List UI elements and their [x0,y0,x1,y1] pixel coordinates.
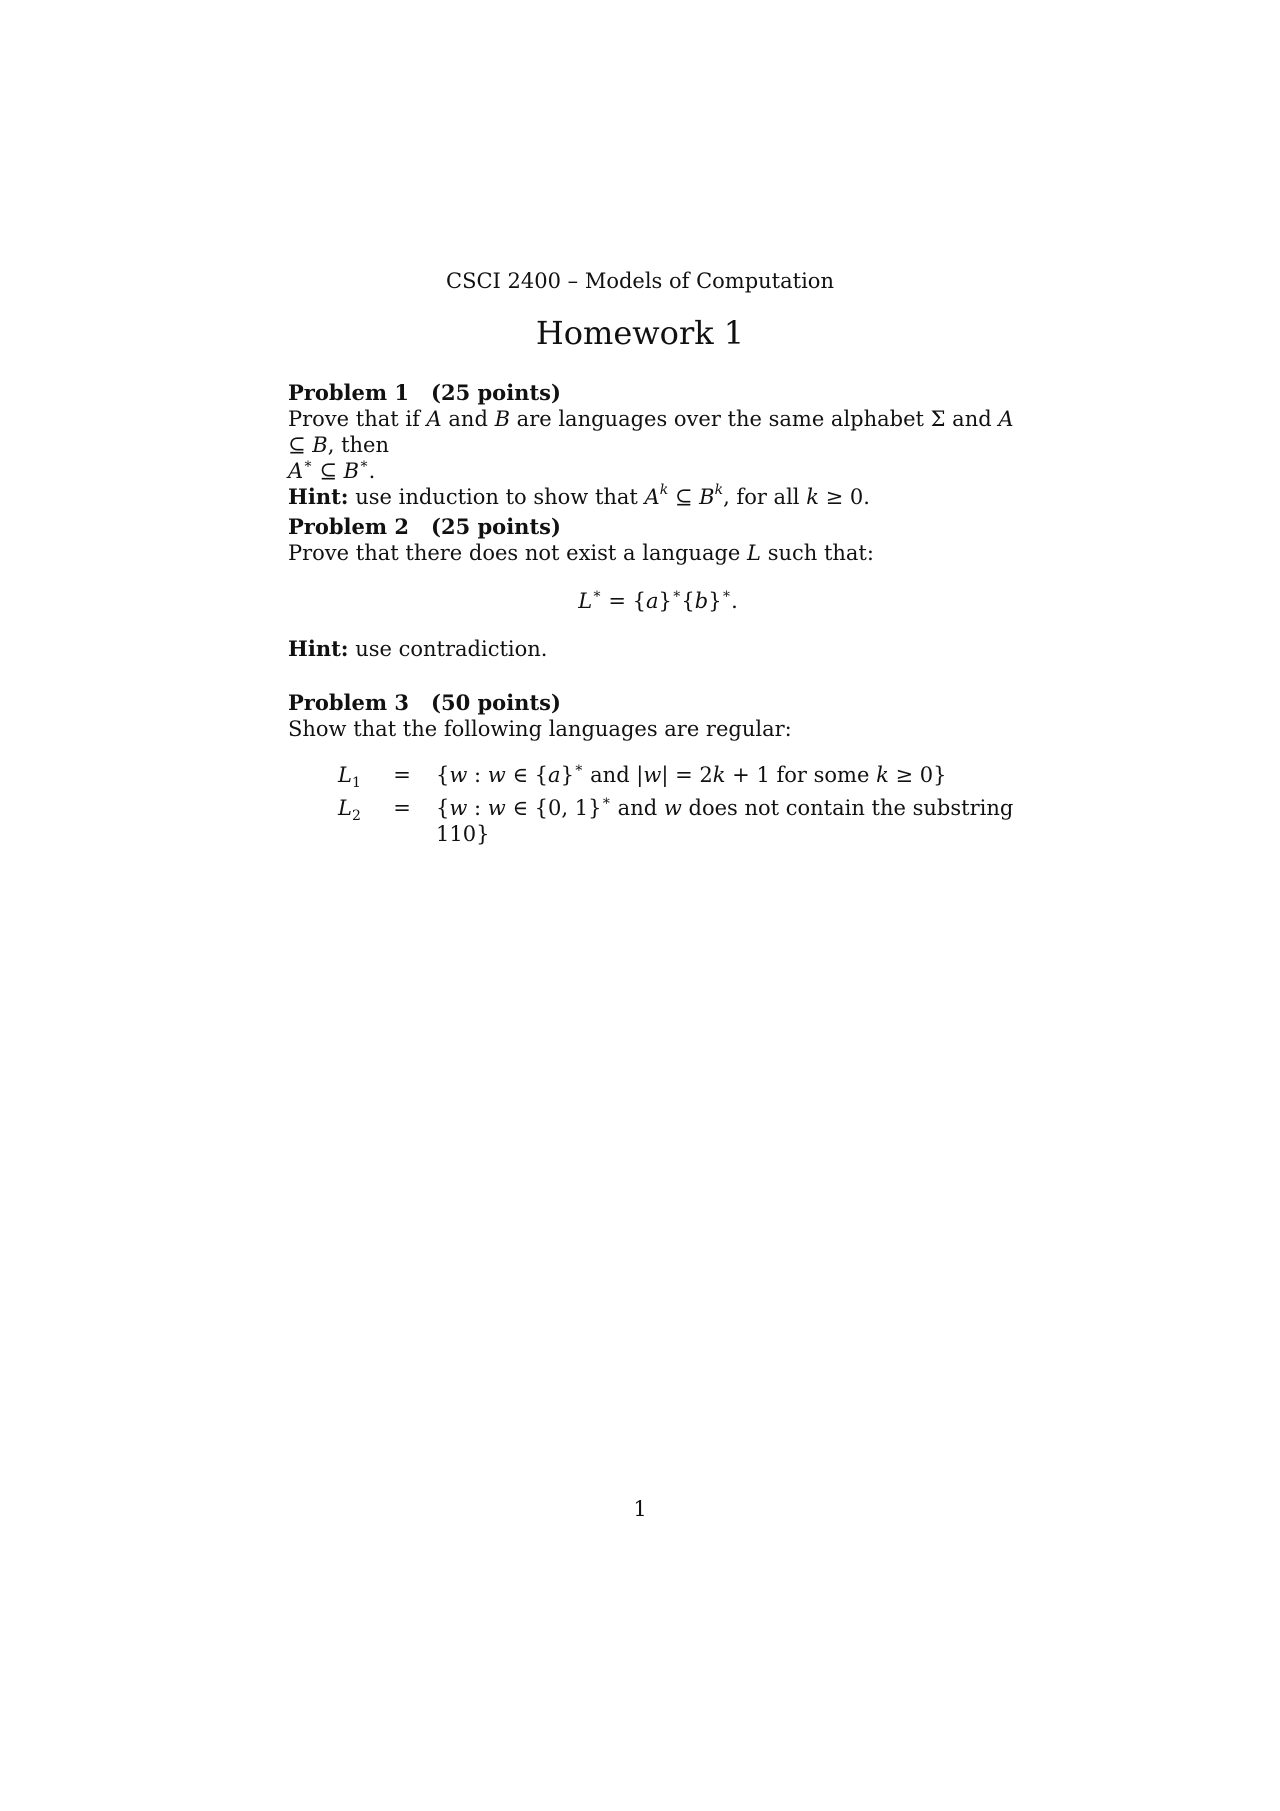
problem-1-heading [288,380,1028,406]
problem-1-points: (25 points) [431,380,561,405]
language-definitions [338,762,1028,854]
problem-2-equation: L∗ = {a}∗{b}∗. [578,586,738,613]
problem-2-points: (25 points) [431,514,561,539]
page-number: 1 [633,1497,647,1521]
problem-1-statement: Prove that if A and B are languages over the same alphabet Σ and A ⊆ B, then A∗ ⊆ B∗. [288,407,1014,483]
problem-1-hint: Hint: use induction to show that $A^k$ ⊆ $B^k$, for all k ≥ 0. [288,482,870,509]
language-l1: $L_1$ = {w : w ∈ {a}∗ and |w| = 2k + 1 for some k ≥ 0} [338,760,947,792]
problem-2-hint: Hint: use contradiction. [288,636,548,661]
homework-title: Homework 1 [535,314,745,352]
problem-3-points: (50 points) [431,690,561,715]
problem-3-heading [288,690,1028,716]
hint-label: Hint: [288,636,349,661]
problem-3 [288,690,1028,854]
problem-1-label: Problem 1 [288,380,410,405]
language-l2: $L_2$ = {w : w ∈ {0, 1}∗ and w does not contain the substring 110} [338,793,1014,846]
course-title: CSCI 2400 – Models of Computation [446,269,834,293]
problem-2-label: Problem 2 [288,514,410,539]
problem-2 [288,514,1028,662]
problem-3-label: Problem 3 [288,690,410,715]
problem-3-statement: Show that the following languages are regular: [288,717,792,741]
problem-1 [288,380,1028,510]
problem-2-statement: Prove that there does not exist a language L such that: [288,541,874,565]
hint-label: Hint: [288,484,349,509]
problem-2-heading [288,514,1028,540]
